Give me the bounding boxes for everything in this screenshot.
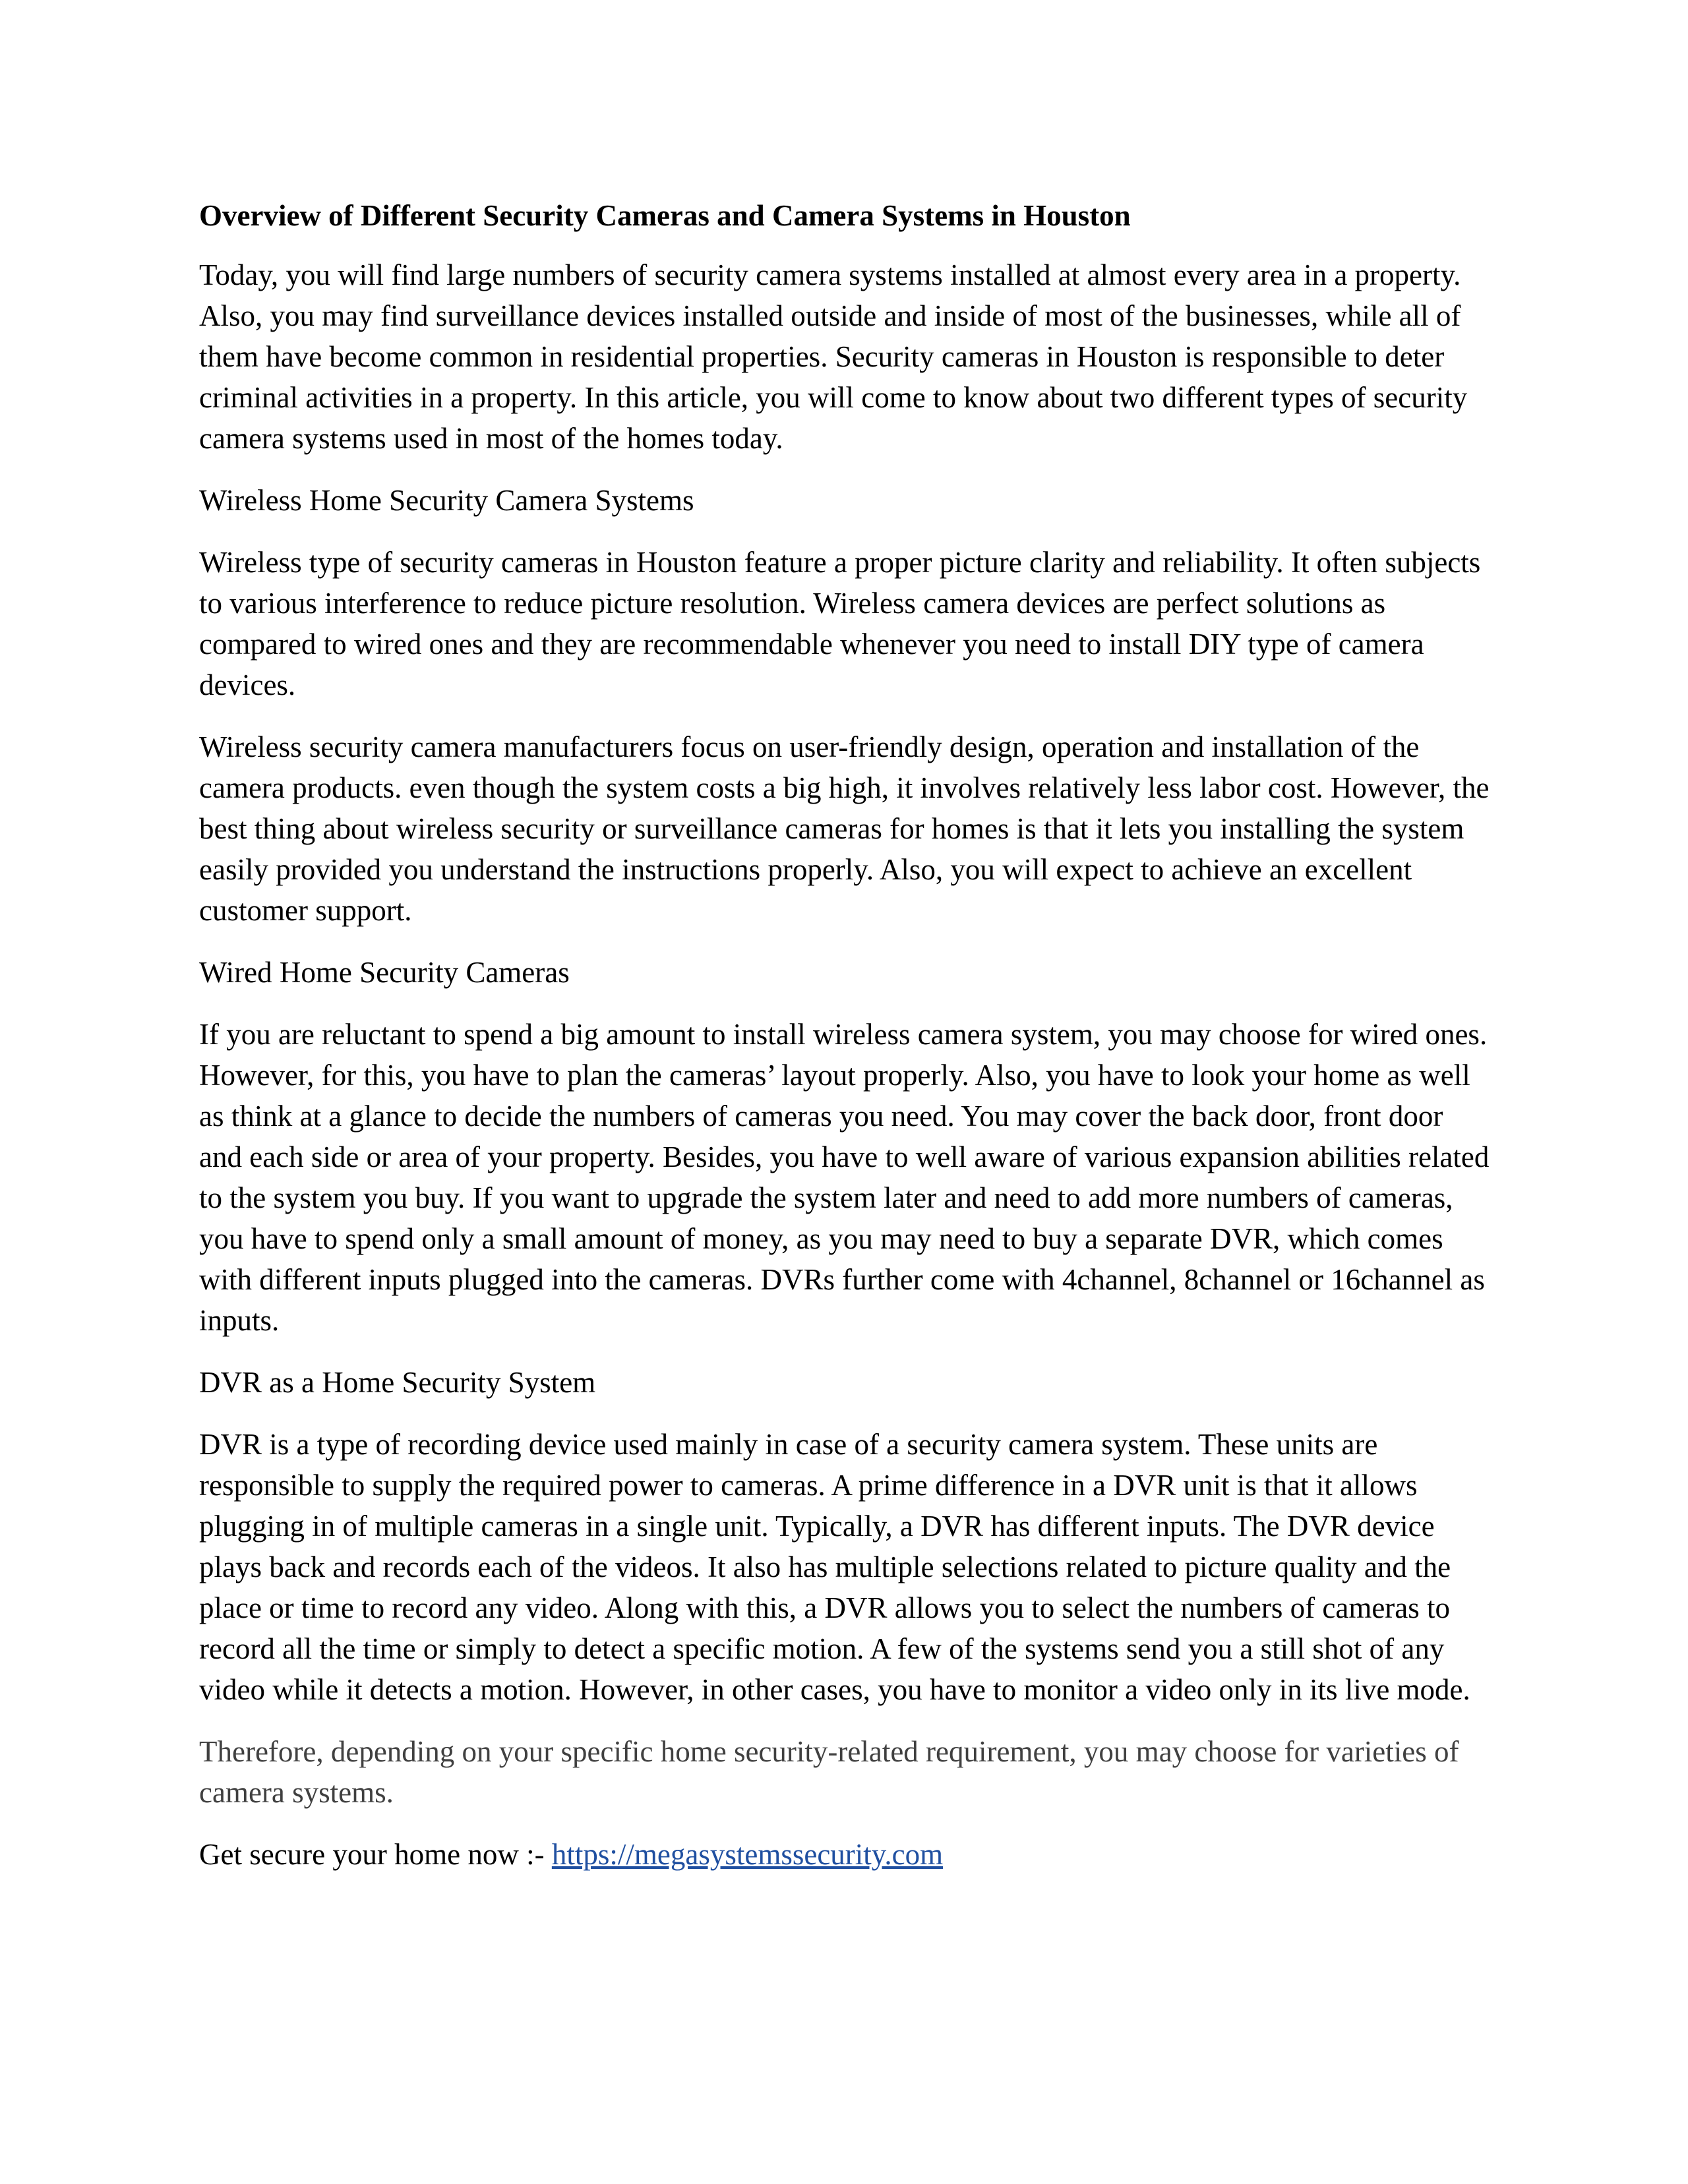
dvr-heading: DVR as a Home Security System <box>199 1366 596 1399</box>
intro-paragraph: Today, you will find large numbers of security camera systems installed at almost every area in a property. Also, you may find surveillance devices installed outside and inside of most of the businesses, while all of them have become common in residential properties. Security cameras in Houston is responsible to deter criminal activities in a property. In this article, you will come to know about two different types of security camera systems used in most of the homes today. <box>199 258 1468 455</box>
wireless-paragraph-2: Wireless security camera manufacturers focus on user-friendly design, operation and installation of the camera products. even though the system costs a big high, it involves relatively less labor cost. However, the best thing about wireless security or surveillance cameras for homes is that it lets you installing the system easily provided you understand the instructions properly. Also, you will expect to achieve an excellent customer support. <box>199 730 1490 927</box>
cta-line <box>199 1834 1493 1875</box>
website-link[interactable]: https://megasystemssecurity.com <box>551 1838 944 1871</box>
wired-paragraph: If you are reluctant to spend a big amount to install wireless camera system, you may choose for wired ones. However, for this, you have to plan the cameras’ layout properly. Also, you have to look your home as well as think at a glance to decide the numbers of cameras you need. You may cover the back door, front door and each side or area of your property. Besides, you have to well aware of various expansion abilities related to the system you buy. If you want to upgrade the system later and need to add more numbers of cameras, you have to spend only a small amount of money, as you may need to buy a separate DVR, which comes with different inputs plugged into the cameras. DVRs further come with 4channel, 8channel or 16channel as inputs. <box>199 1018 1490 1337</box>
wired-heading: Wired Home Security Cameras <box>199 956 570 989</box>
document-body <box>199 195 1493 1896</box>
document-title: Overview of Different Security Cameras and Camera Systems in Houston <box>199 199 1131 232</box>
dvr-paragraph: DVR is a type of recording device used mainly in case of a security camera system. These units are responsible to supply the required power to cameras. A prime difference in a DVR unit is that it allows plugging in of multiple cameras in a single unit. Typically, a DVR has different inputs. The DVR device plays back and records each of the videos. It also has multiple selections related to picture quality and the place or time to record any video. Along with this, a DVR allows you to select the numbers of cameras to record all the time or simply to detect a specific motion. A few of the systems send you a still shot of any video while it detects a motion. However, in other cases, you have to monitor a video only in its live mode. <box>199 1428 1470 1706</box>
cta-prefix: Get secure your home now :- <box>199 1838 552 1871</box>
wireless-heading: Wireless Home Security Camera Systems <box>199 484 694 517</box>
conclusion-paragraph: Therefore, depending on your specific home security-related requirement, you may choose for varieties of camera systems. <box>199 1735 1459 1809</box>
wireless-paragraph-1: Wireless type of security cameras in Houston feature a proper picture clarity and reliability. It often subjects to various interference to reduce picture resolution. Wireless camera devices are perfect solutions as compared to wired ones and they are recommendable whenever you need to install DIY type of camera devices. <box>199 546 1481 701</box>
